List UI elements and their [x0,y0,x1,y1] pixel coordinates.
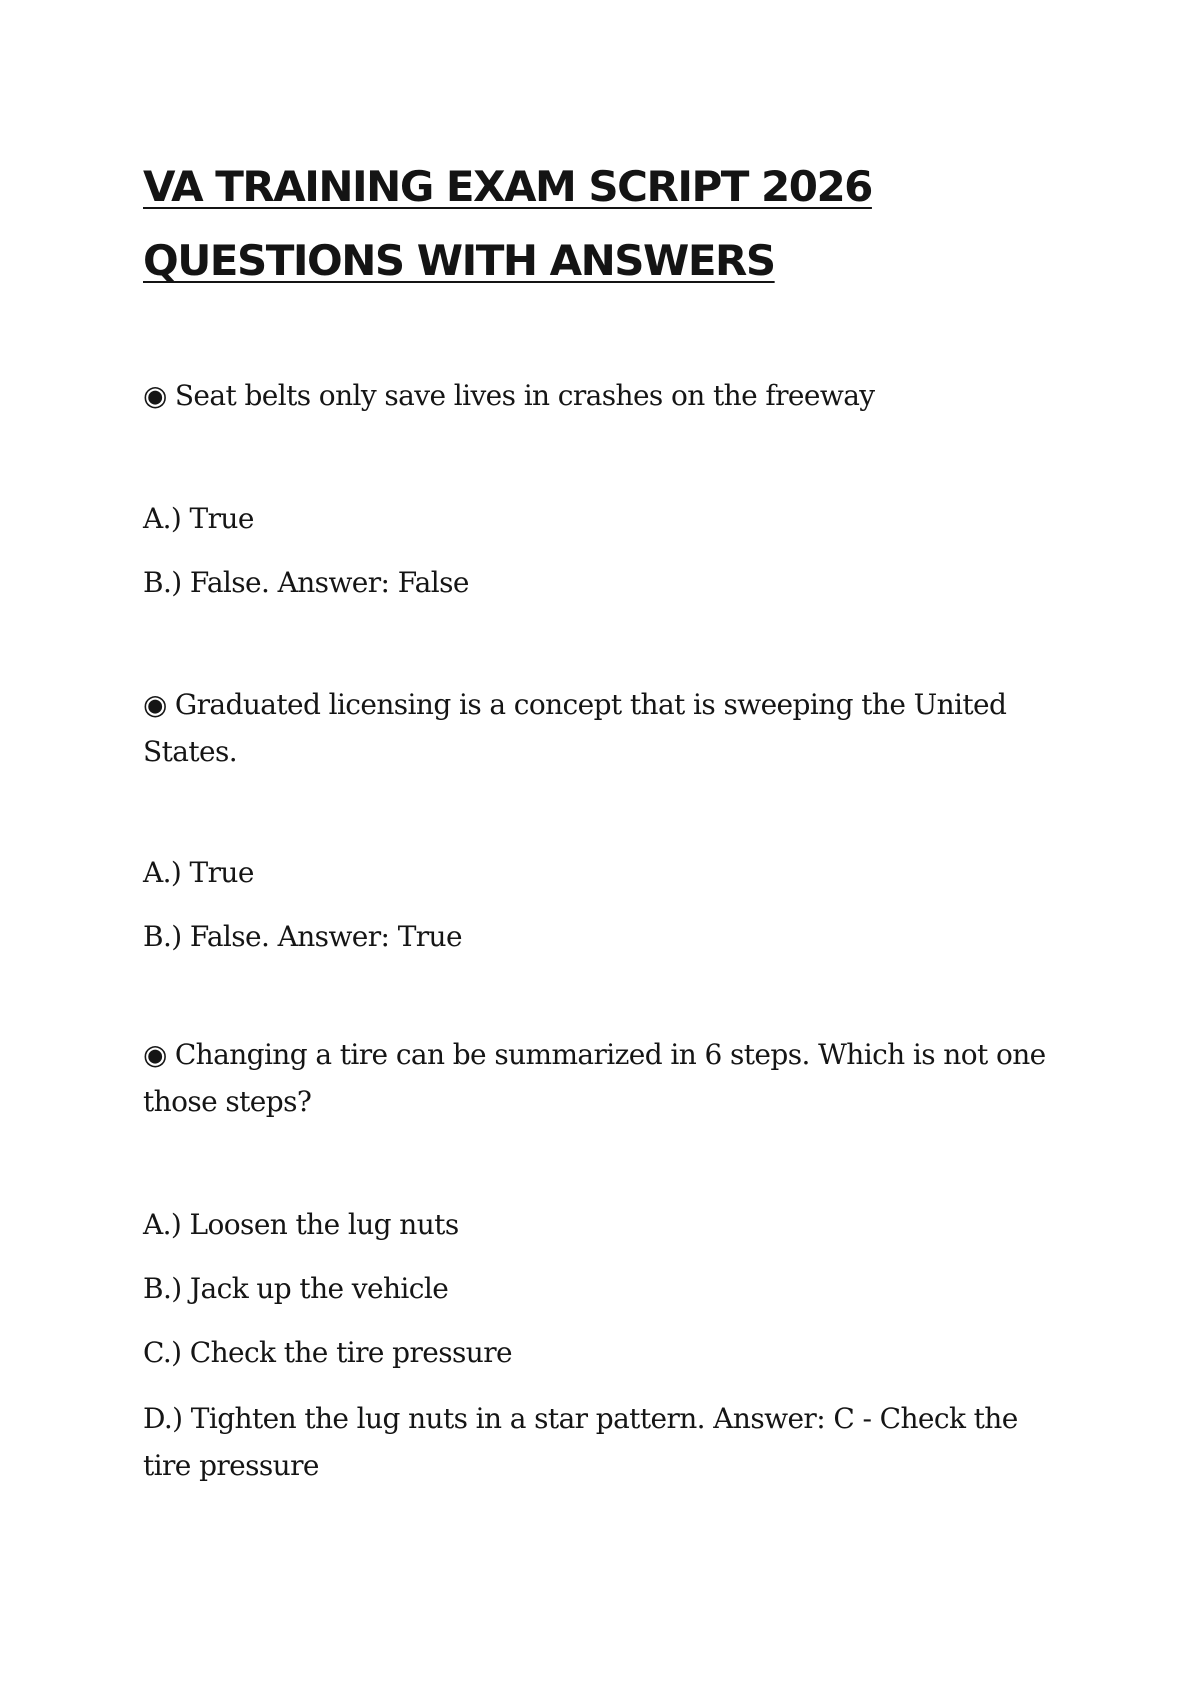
radio-bullet-icon: ◉ [143,688,167,721]
answer-options [143,1193,1063,1489]
question-text [143,1031,1063,1125]
question-text [143,681,1063,775]
answer-option: C.) Check the tire pressure [143,1336,512,1369]
question-label: Graduated licensing is a concept that is sweeping the United States. [143,688,1007,768]
answer-option: A.) True [143,502,254,535]
radio-bullet-icon: ◉ [143,1038,167,1071]
answer-option: D.) Tighten the lug nuts in a star pattern. Answer: C - Check the tire pressure [143,1402,1018,1482]
question-text [143,372,1063,419]
question-block [143,1031,1063,1489]
answer-option: B.) False. Answer: True [143,920,462,953]
question-block [143,681,1063,969]
answer-option: A.) Loosen the lug nuts [143,1208,459,1241]
radio-bullet-icon: ◉ [143,379,167,412]
answer-options [143,487,1063,615]
question-label: Seat belts only save lives in crashes on the freeway [174,379,875,412]
answer-option: A.) True [143,856,254,889]
answer-options [143,841,1063,969]
answer-option: B.) False. Answer: False [143,566,469,599]
document-title-text: VA TRAINING EXAM SCRIPT 2026 QUESTIONS WITH ANSWERS [143,162,872,285]
question-label: Changing a tire can be summarized in 6 steps. Which is not one those steps? [143,1038,1046,1118]
answer-option: B.) Jack up the vehicle [143,1272,449,1305]
document-page [143,150,1063,1489]
question-block [143,372,1063,615]
document-title [143,150,1063,298]
